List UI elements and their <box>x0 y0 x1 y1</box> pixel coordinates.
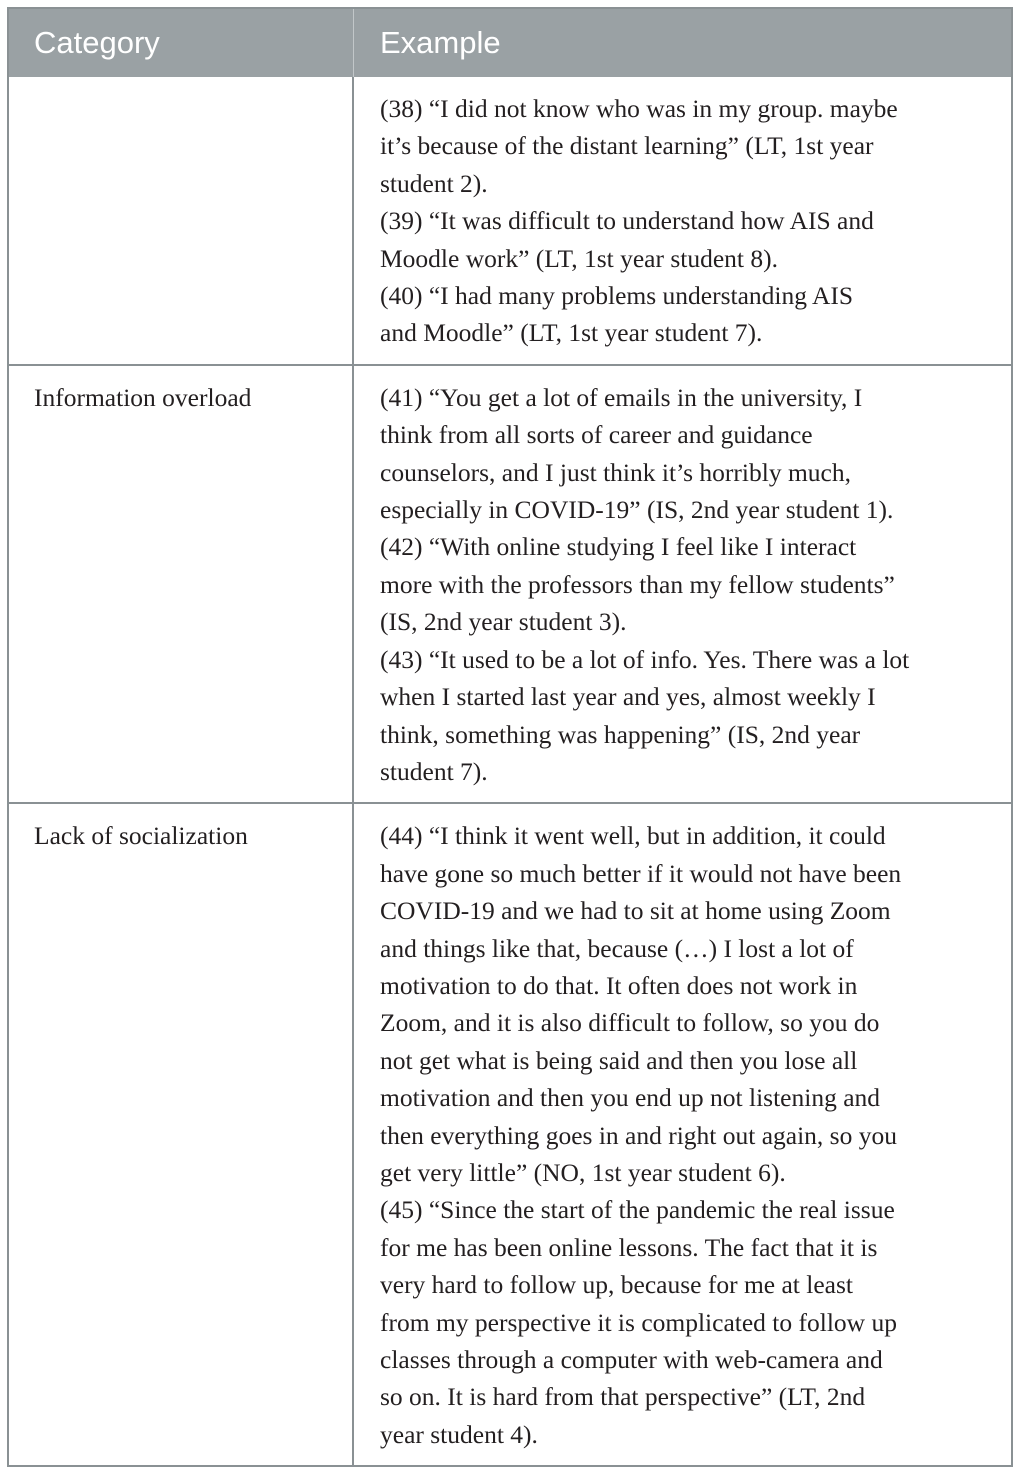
example-cell <box>354 804 1011 1465</box>
example-text-line: motivation and then you end up not listening and <box>380 1083 881 1113</box>
example-text-line: get very little” (NO, 1st year student 6). <box>380 1157 786 1187</box>
example-text-line: and things like that, because (…) I lost a lot of <box>380 933 854 963</box>
example-text-line: especially in COVID-19” (IS, 2nd year student 1). <box>380 495 894 525</box>
table-row <box>9 802 1011 1465</box>
example-text-line: motivation to do that. It often does not work in <box>380 970 858 1000</box>
example-text-line: (42) “With online studying I feel like I interact <box>380 532 857 562</box>
example-text-line: (45) “Since the start of the pandemic the real issue <box>380 1195 895 1225</box>
example-text-line: year student 4). <box>380 1419 538 1449</box>
table-body <box>9 77 1011 1465</box>
category-cell: Information overload <box>9 366 354 802</box>
example-text-line: it’s because of the distant learning” (LT, 1st year <box>380 131 874 161</box>
example-text-line: Moodle work” (LT, 1st year student 8). <box>380 243 779 273</box>
example-text-line: think, something was happening” (IS, 2nd year <box>380 719 861 749</box>
example-text-line: (44) “I think it went well, but in addition, it could <box>380 821 886 851</box>
example-cell <box>354 77 1011 364</box>
example-text-line: and Moodle” (LT, 1st year student 7). <box>380 318 763 348</box>
category-cell <box>9 77 354 364</box>
example-text-line: (39) “It was difficult to understand how AIS and <box>380 206 874 236</box>
quotes-table <box>7 7 1013 1467</box>
example-text-line: COVID-19 and we had to sit at home using Zoom <box>380 896 891 926</box>
example-text-line: (41) “You get a lot of emails in the university, I <box>380 382 863 412</box>
table-header <box>9 9 1011 77</box>
example-text-line: student 7). <box>380 756 488 786</box>
example-text-line: counselors, and I just think it’s horribly much, <box>380 457 851 487</box>
example-text-line: then everything goes in and right out again, so you <box>380 1120 897 1150</box>
category-column-header: Category <box>9 9 354 77</box>
table-row <box>9 364 1011 802</box>
example-text-line: (IS, 2nd year student 3). <box>380 607 627 637</box>
example-text-line: have gone so much better if it would not have been <box>380 858 902 888</box>
example-text-line: classes through a computer with web-camera and <box>380 1345 883 1374</box>
example-cell <box>354 366 1011 802</box>
example-text-line: (40) “I had many problems understanding AIS <box>380 281 854 311</box>
example-text-line: from my perspective it is complicated to follow up <box>380 1307 897 1337</box>
example-text-line: think from all sorts of career and guidance <box>380 420 813 450</box>
example-text-line: when I started last year and yes, almost weekly I <box>380 682 876 712</box>
table-row <box>9 77 1011 364</box>
example-text-line: student 2). <box>380 168 488 198</box>
example-text-line: more with the professors than my fellow students” <box>380 569 895 599</box>
example-text-line: very hard to follow up, because for me at least <box>380 1270 853 1300</box>
example-text-line: Zoom, and it is also difficult to follow, so you do <box>380 1008 880 1038</box>
example-column-header: Example <box>380 25 501 60</box>
example-text-line: not get what is being said and then you lose all <box>380 1045 858 1075</box>
example-text-line: for me has been online lessons. The fact that it is <box>380 1232 878 1262</box>
example-text-line: (38) “I did not know who was in my group. maybe <box>380 94 898 123</box>
category-cell: Lack of socialization <box>9 804 354 1465</box>
example-text-line: (43) “It used to be a lot of info. Yes. There was a lot <box>380 644 910 674</box>
example-text-line: so on. It is hard from that perspective” (LT, 2nd <box>380 1382 866 1412</box>
